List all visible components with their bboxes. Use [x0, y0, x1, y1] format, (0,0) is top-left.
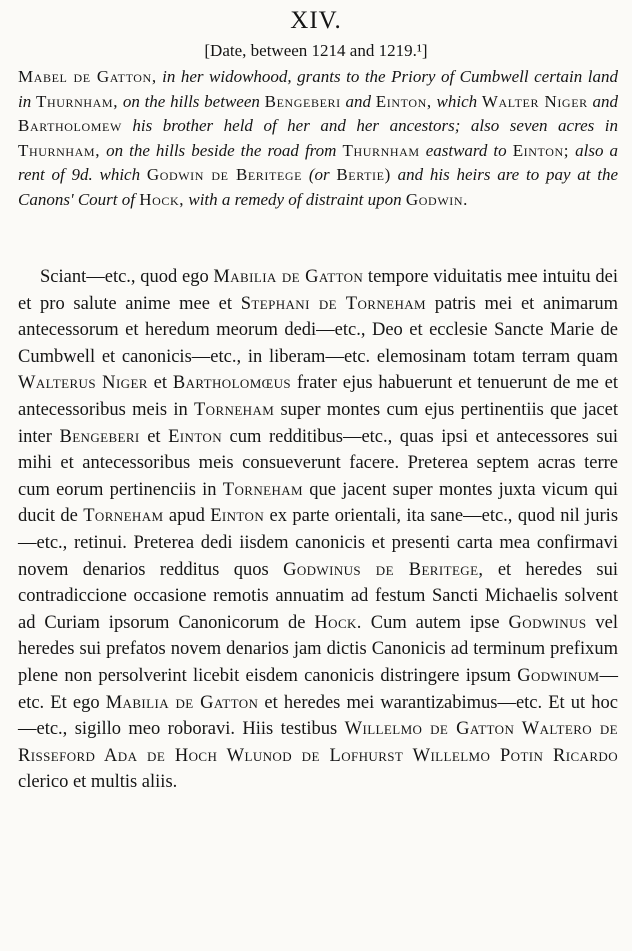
- charter-summary: [18, 65, 618, 213]
- body-text: tempore viduitatis mee intuitu dei et pro salute anime mee et: [18, 267, 619, 314]
- body-name: Mabilia de Gatton: [105, 692, 259, 713]
- body-text: et: [147, 373, 173, 394]
- body-name: Walterus Niger: [18, 373, 148, 394]
- summary-name: Bartholomew: [18, 116, 122, 136]
- body-name: Godwinus de Beritege,: [283, 559, 484, 580]
- summary-name: Mabel de Gatton,: [18, 67, 157, 86]
- summary-text: on the hills between: [118, 91, 265, 111]
- body-text: ex parte orientali, ita sane—etc., quod nil juris—etc., retinui. Preterea dedi iisdem canonicis et presenti carta mea confirmavi novem denarios redditus quos: [18, 506, 619, 580]
- summary-text: on the hills beside the road from: [100, 140, 343, 160]
- summary-name: Godwin.: [405, 189, 468, 209]
- body-text: super montes cum ejus pertinentiis que jacet inter: [18, 399, 618, 447]
- summary-text: with a remedy of distraint upon: [184, 189, 406, 209]
- body-text: et: [139, 426, 169, 447]
- date-note: [Date, between 1214 and 1219.¹]: [204, 41, 428, 60]
- body-place: Torneham: [193, 399, 275, 420]
- summary-place: Thurnham,: [18, 140, 101, 160]
- body-place: Einton: [210, 506, 265, 527]
- summary-text: also a rent of 9d. which: [18, 140, 618, 185]
- summary-place: Thurnham: [342, 140, 420, 160]
- body-text: clerico et multis aliis.: [18, 772, 178, 793]
- summary-place: Hock,: [139, 189, 185, 209]
- summary-text: and: [340, 91, 376, 111]
- summary-name: Godwin de Beritege: [146, 165, 303, 185]
- summary-text: in her widowhood, grants to the Priory of Cumbwell certain land in: [18, 67, 618, 111]
- body-name: Mabilia de Gatton: [213, 267, 364, 287]
- body-text: Cum autem ipse: [361, 612, 509, 633]
- body-place: Torneham: [83, 506, 164, 527]
- body-text: apud: [163, 506, 211, 527]
- body-text: —etc. Et ego: [18, 665, 618, 713]
- body-name: Godwinus: [508, 612, 587, 633]
- body-text: vel heredes sui prefatos novem denarios jam dictis Canonicis ad terminum prefixum plene non persolverint licebit eisdem canonicis distringere ipsum: [18, 612, 618, 686]
- body-place: Hock.: [314, 612, 362, 633]
- summary-place: Bengeberi: [264, 91, 341, 111]
- summary-text: and: [587, 91, 619, 111]
- body-text: et heredes mei warantizabimus—etc. Et ut hoc—etc., sigillo meo roboravi. Hiis testibus: [18, 692, 619, 740]
- summary-text: eastward to: [419, 140, 513, 160]
- body-name: Bartholomœus: [172, 373, 292, 394]
- summary-text: and his heirs are to pay at the Canons' Court of: [18, 165, 618, 209]
- body-text: que jacent super montes juxta vicum qui ducit de: [18, 479, 618, 527]
- summary-text: his brother held of her and her ancestors; also seven acres in: [121, 116, 618, 136]
- witness-names: Willelmo de Gatton Waltero de Risseford Ada de Hoch Wlunod de Lofhurst Willelmo Potin Ricardo: [18, 719, 618, 766]
- body-text: frater ejus habuerunt et tenuerunt de me et antecessoribus meis in: [18, 373, 618, 420]
- body-text: patris mei et animarum antecessorum et heredum meorum dedi—etc., Deo et ecclesie Sancte Marie de Cumbwell et canonicis—etc., in liberam—etc. elemosinam totam terram quam: [18, 293, 618, 367]
- summary-text: (or: [302, 165, 337, 185]
- charter-body: [18, 264, 618, 796]
- body-text: Sciant—etc., quod ego: [40, 267, 214, 287]
- body-name: Godwinum: [517, 665, 600, 686]
- summary-place: Einton,: [375, 91, 432, 111]
- body-place: Torneham: [222, 479, 304, 500]
- summary-place: Einton;: [512, 140, 570, 160]
- chapter-number: XIV.: [290, 7, 342, 34]
- summary-name: Walter Niger: [481, 91, 588, 111]
- body-place: Bengeberi: [59, 426, 140, 447]
- summary-name: Bertie): [336, 165, 391, 185]
- body-place: Einton: [168, 426, 223, 447]
- body-text: cum redditibus—etc., quas ipsi et antecessores sui mihi et antecessoribus meis consueverunt facere. Preterea septem acras terre cum eorum pertinenciis in: [18, 426, 618, 500]
- summary-place: Thurnham,: [36, 91, 119, 111]
- body-text: et heredes sui contradiccione occasione remotis annuatim ad festum Sancti Michaelis solvent ad Curiam ipsorum Canonicorum de: [18, 559, 619, 633]
- summary-text: which: [431, 91, 482, 111]
- body-name: Stephani de Torneham: [240, 293, 427, 314]
